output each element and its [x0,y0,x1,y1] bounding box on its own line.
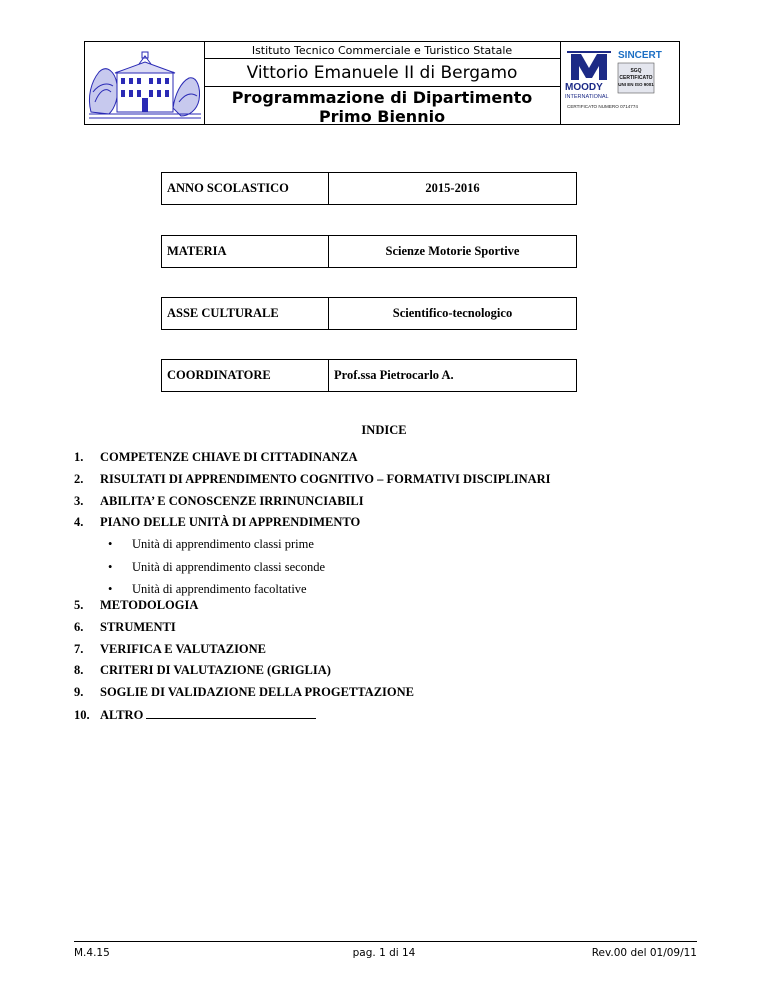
materia-label: MATERIA [162,236,329,267]
footer-revision: Rev.00 del 01/09/11 [591,947,697,959]
index-item-text: ABILITA’ E CONOSCENZE IRRINUNCIABILI [100,494,364,508]
index-item-number: 5. [74,598,84,612]
anno-value: 2015-2016 [425,181,480,195]
coord-value: Prof.ssa Pietrocarlo A. [334,368,454,382]
index-item-text: ALTRO [100,708,144,722]
index-item-text: METODOLOGIA [100,598,199,612]
index-item-number: 10. [74,708,90,722]
cert-brand-sub: INTERNATIONAL [565,94,609,100]
index-item [74,450,358,465]
footer-divider [74,941,697,942]
materia-value: Scienze Motorie Sportive [385,244,520,258]
cert-badge-line1: SGQ [630,68,642,74]
school-building-icon [85,42,204,124]
header-divider [204,86,560,87]
document-header [84,41,680,125]
index-item [74,707,316,723]
index-subitem-text: Unità di apprendimento classi prime [132,537,314,551]
index-item [74,642,266,657]
index-item-number: 2. [74,472,84,486]
index-item [74,663,331,678]
index-item-text: STRUMENTI [100,620,176,634]
index-item-number: 8. [74,663,84,677]
school-building-logo [85,42,205,124]
info-row-coordinatore [161,359,577,392]
document-title-line2: Primo Biennio [318,107,446,126]
index-subitem [108,582,307,597]
index-item-text: RISULTATI DI APPRENDIMENTO COGNITIVO – FORMATIVI DISCIPLINARI [100,472,551,486]
cert-number: CERTIFICATO NUMERO 0714774 [567,104,638,109]
index-item-text: COMPETENZE CHIAVE DI CITTADINANZA [100,450,358,464]
bullet-icon: • [108,582,113,596]
index-title: INDICE [361,423,407,437]
document-title [204,88,560,126]
index-item-number: 1. [74,450,84,464]
anno-label: ANNO SCOLASTICO [162,173,329,204]
footer-code: M.4.15 [74,947,110,959]
document-title-line1: Programmazione di Dipartimento [231,88,533,107]
index-item [74,515,360,530]
index-subitem-text: Unità di apprendimento facoltative [132,582,307,596]
index-item-number: 7. [74,642,84,656]
cert-brand: MOODY [565,82,603,93]
index-item-text: SOGLIE DI VALIDAZIONE DELLA PROGETTAZIONE [100,685,414,699]
info-row-anno [161,172,577,205]
index-subitem [108,560,325,575]
asse-label: ASSE CULTURALE [162,298,329,329]
index-item [74,472,551,487]
index-item-number: 9. [74,685,84,699]
index-item-text: PIANO DELLE UNITÀ DI APPRENDIMENTO [100,515,361,529]
index-item-text: CRITERI DI VALUTAZIONE (GRIGLIA) [100,663,331,677]
institute-type: Istituto Tecnico Commerciale e Turistico Statale [251,44,513,57]
cert-badge-line2: CERTIFICATO [619,75,653,81]
index-subitem-text: Unità di apprendimento classi seconde [132,560,325,574]
index-item [74,494,364,509]
index-item-text: VERIFICA E VALUTAZIONE [100,642,267,656]
sincert-text: SINCERT [618,50,662,61]
coord-label: COORDINATORE [162,360,329,391]
header-divider [204,58,560,59]
info-row-materia [161,235,577,268]
cert-badge-line3: UNI EN ISO 9001 [618,82,654,87]
index-subitem [108,537,314,552]
blank-fill-line [146,707,316,719]
school-name: Vittorio Emanuele II di Bergamo [246,63,518,83]
asse-value: Scientifico-tecnologico [392,306,513,320]
index-item-number: 3. [74,494,84,508]
index-item-number: 6. [74,620,84,634]
header-title-block [204,42,561,124]
certification-logo [561,42,679,124]
index-item [74,620,176,635]
certification-icon [561,42,679,124]
bullet-icon: • [108,560,113,574]
index-item [74,685,414,700]
index-item-number: 4. [74,515,84,529]
index-item [74,598,198,613]
footer-page-number: pag. 1 di 14 [352,947,416,959]
info-row-asse [161,297,577,330]
bullet-icon: • [108,537,113,551]
